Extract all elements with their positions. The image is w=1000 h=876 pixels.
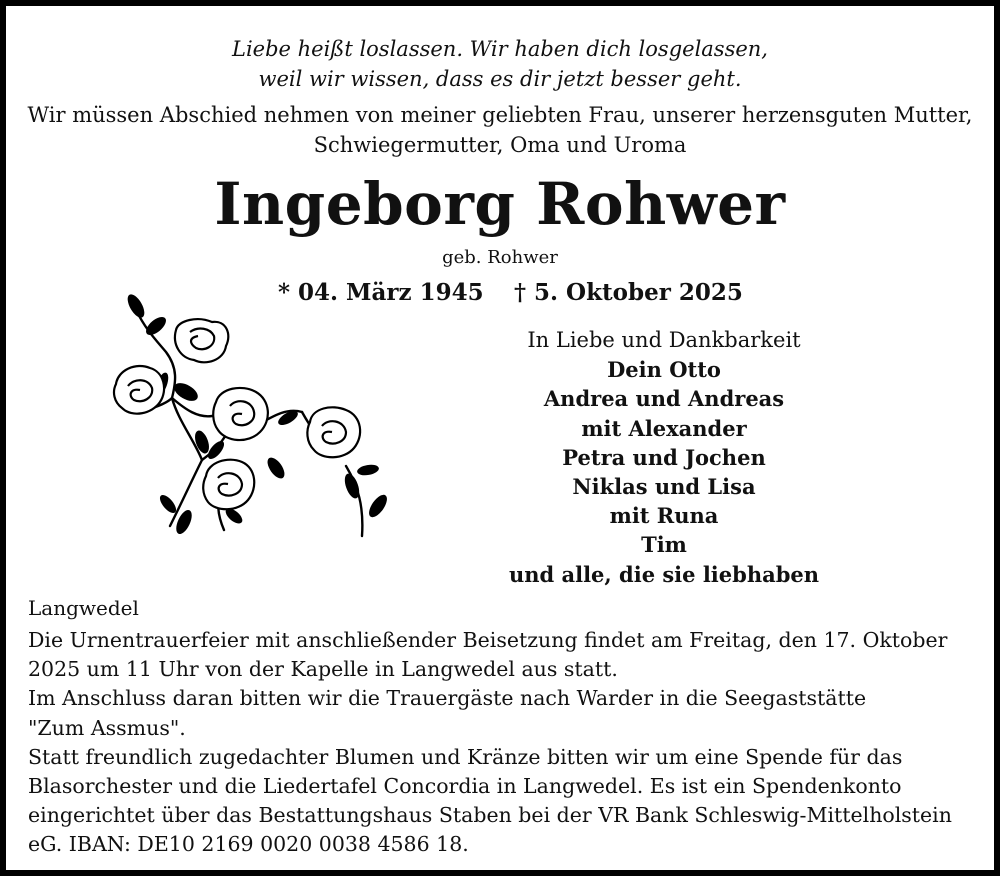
details-line: Im Anschluss daran bitten wir die Trauergäste nach Warder in die Seegaststätte [28, 686, 867, 711]
motto [6, 34, 994, 94]
mourner-name: mit Runa [609, 503, 719, 529]
details-line: Blasorchester und die Liedertafel Concordia in Langwedel. Es ist ein Spendenkonto [28, 774, 902, 799]
mourner-name: Niklas und Lisa [572, 474, 756, 500]
details-line: eingerichtet über das Bestattungshaus Staben bei der VR Bank Schleswig-Mittelholstein [28, 803, 952, 828]
details-line: Die Urnentrauerfeier mit anschließender Beisetzung findet am Freitag, den 17. Oktober [28, 628, 948, 652]
intro-text [6, 100, 994, 160]
birth-name: geb. Rohwer [442, 247, 558, 268]
intro-line: Wir müssen Abschied nehmen von meiner geliebten Frau, unserer herzensguten Mutter, [27, 103, 973, 127]
mourner-name: und alle, die sie liebhaben [508, 561, 820, 587]
details-line: 2025 um 11 Uhr von der Kapelle in Langwedel aus statt. [28, 657, 618, 682]
details-line: Statt freundlich zugedachter Blumen und Kränze bitten wir um eine Spende für das [28, 744, 903, 769]
service-details [28, 626, 978, 860]
deceased-name: Ingeborg Rohwer [214, 170, 786, 238]
roses-illustration-icon [106, 290, 406, 552]
details-line: "Zum Assmus". [28, 715, 186, 740]
place-name: Langwedel [28, 596, 139, 620]
death-date: † 5. Oktober 2025 [514, 279, 743, 306]
mourner-name: Petra und Jochen [562, 444, 766, 470]
mourner-name: Andrea und Andreas [543, 386, 785, 412]
motto-line: weil wir wissen, dass es dir jetzt besser geht. [258, 67, 742, 91]
mourners-block [484, 326, 844, 589]
details-line: eG. IBAN: DE10 2169 0020 0038 4586 18. [28, 832, 469, 857]
mourner-name: Dein Otto [607, 357, 721, 383]
birth-date: * 04. März 1945 [278, 279, 484, 306]
mourner-name: mit Alexander [581, 415, 747, 441]
intro-line: Schwiegermutter, Oma und Uroma [313, 133, 687, 157]
motto-line: Liebe heißt loslassen. Wir haben dich losgelassen, [232, 37, 768, 61]
thanks-line: In Liebe und Dankbarkeit [527, 328, 801, 352]
mourner-name: Tim [641, 532, 687, 558]
